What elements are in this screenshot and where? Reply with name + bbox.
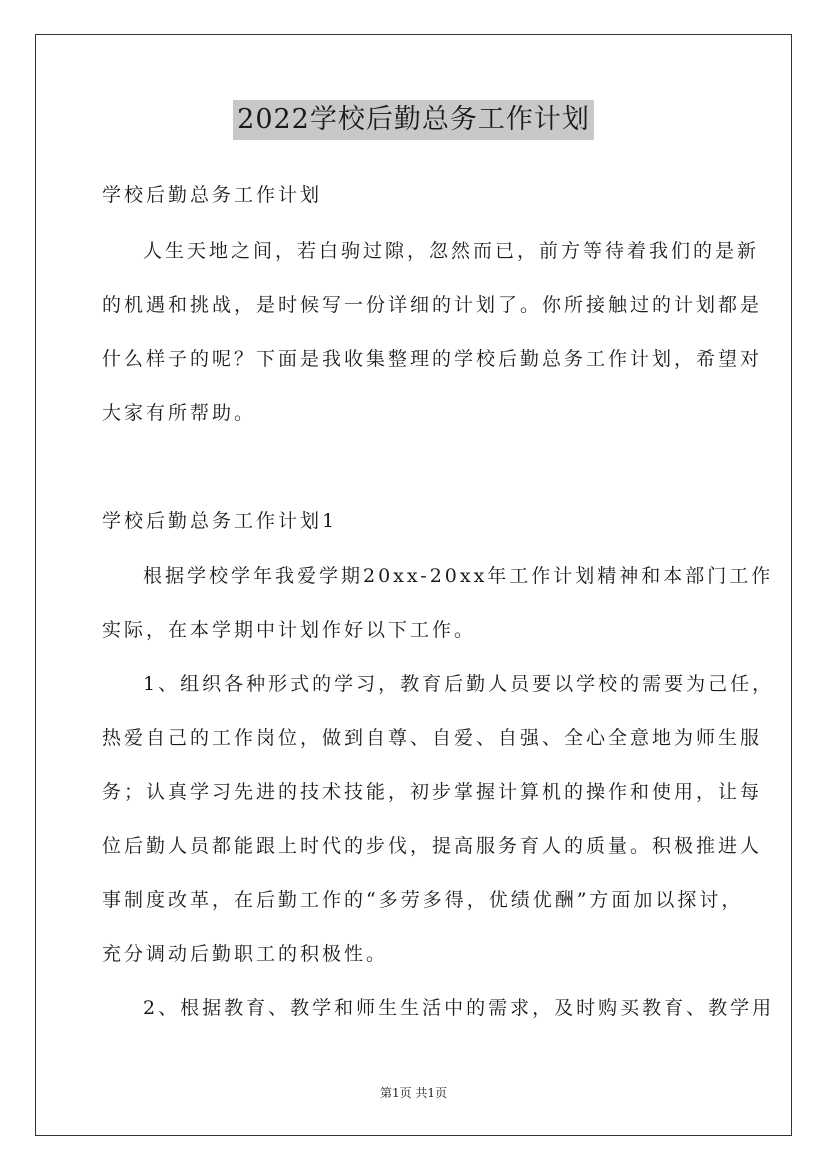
paragraph-line: 事制度改革，在后勤工作的“多劳多得，优绩优酬”方面加以探讨， [102, 889, 744, 911]
paragraph-line: 根据学校学年我爱学期20xx-20xx年工作计划精神和本部门工作 [143, 565, 774, 587]
paragraph-line: 实际，在本学期中计划作好以下工作。 [102, 619, 477, 641]
page-footer: 第1页 共1页 [379, 1086, 448, 1100]
paragraph-line: 热爱自己的工作岗位，做到自尊、自爱、自强、全心全意地为师生服 [102, 727, 763, 749]
section-heading: 学校后勤总务工作计划1 [102, 510, 338, 532]
title-container [0, 100, 827, 140]
paragraph-line: 人生天地之间，若白驹过隙，忽然而已，前方等待着我们的是新 [143, 240, 760, 262]
paragraph-line: 的机遇和挑战，是时候写一份详细的计划了。你所接触过的计划都是 [102, 294, 763, 316]
paragraph-line: 什么样子的呢？下面是我收集整理的学校后勤总务工作计划，希望对 [102, 348, 763, 370]
paragraph-line: 2、根据教育、教学和师生生活中的需求，及时购买教育、教学用 [143, 997, 775, 1019]
section-heading: 学校后勤总务工作计划 [102, 184, 323, 206]
paragraph-line: 充分调动后勤职工的积极性。 [102, 943, 389, 965]
paragraph-line: 务；认真学习先进的技术技能，初步掌握计算机的操作和使用，让每 [102, 781, 763, 803]
paragraph-line: 1、组织各种形式的学习，教育后勤人员要以学校的需要为己任， [143, 673, 775, 695]
paragraph-line: 位后勤人员都能跟上时代的步伐，提高服务育人的质量。积极推进人 [102, 835, 763, 857]
paragraph-line: 大家有所帮助。 [102, 402, 257, 424]
document-title: 2022学校后勤总务工作计划 [233, 100, 594, 140]
